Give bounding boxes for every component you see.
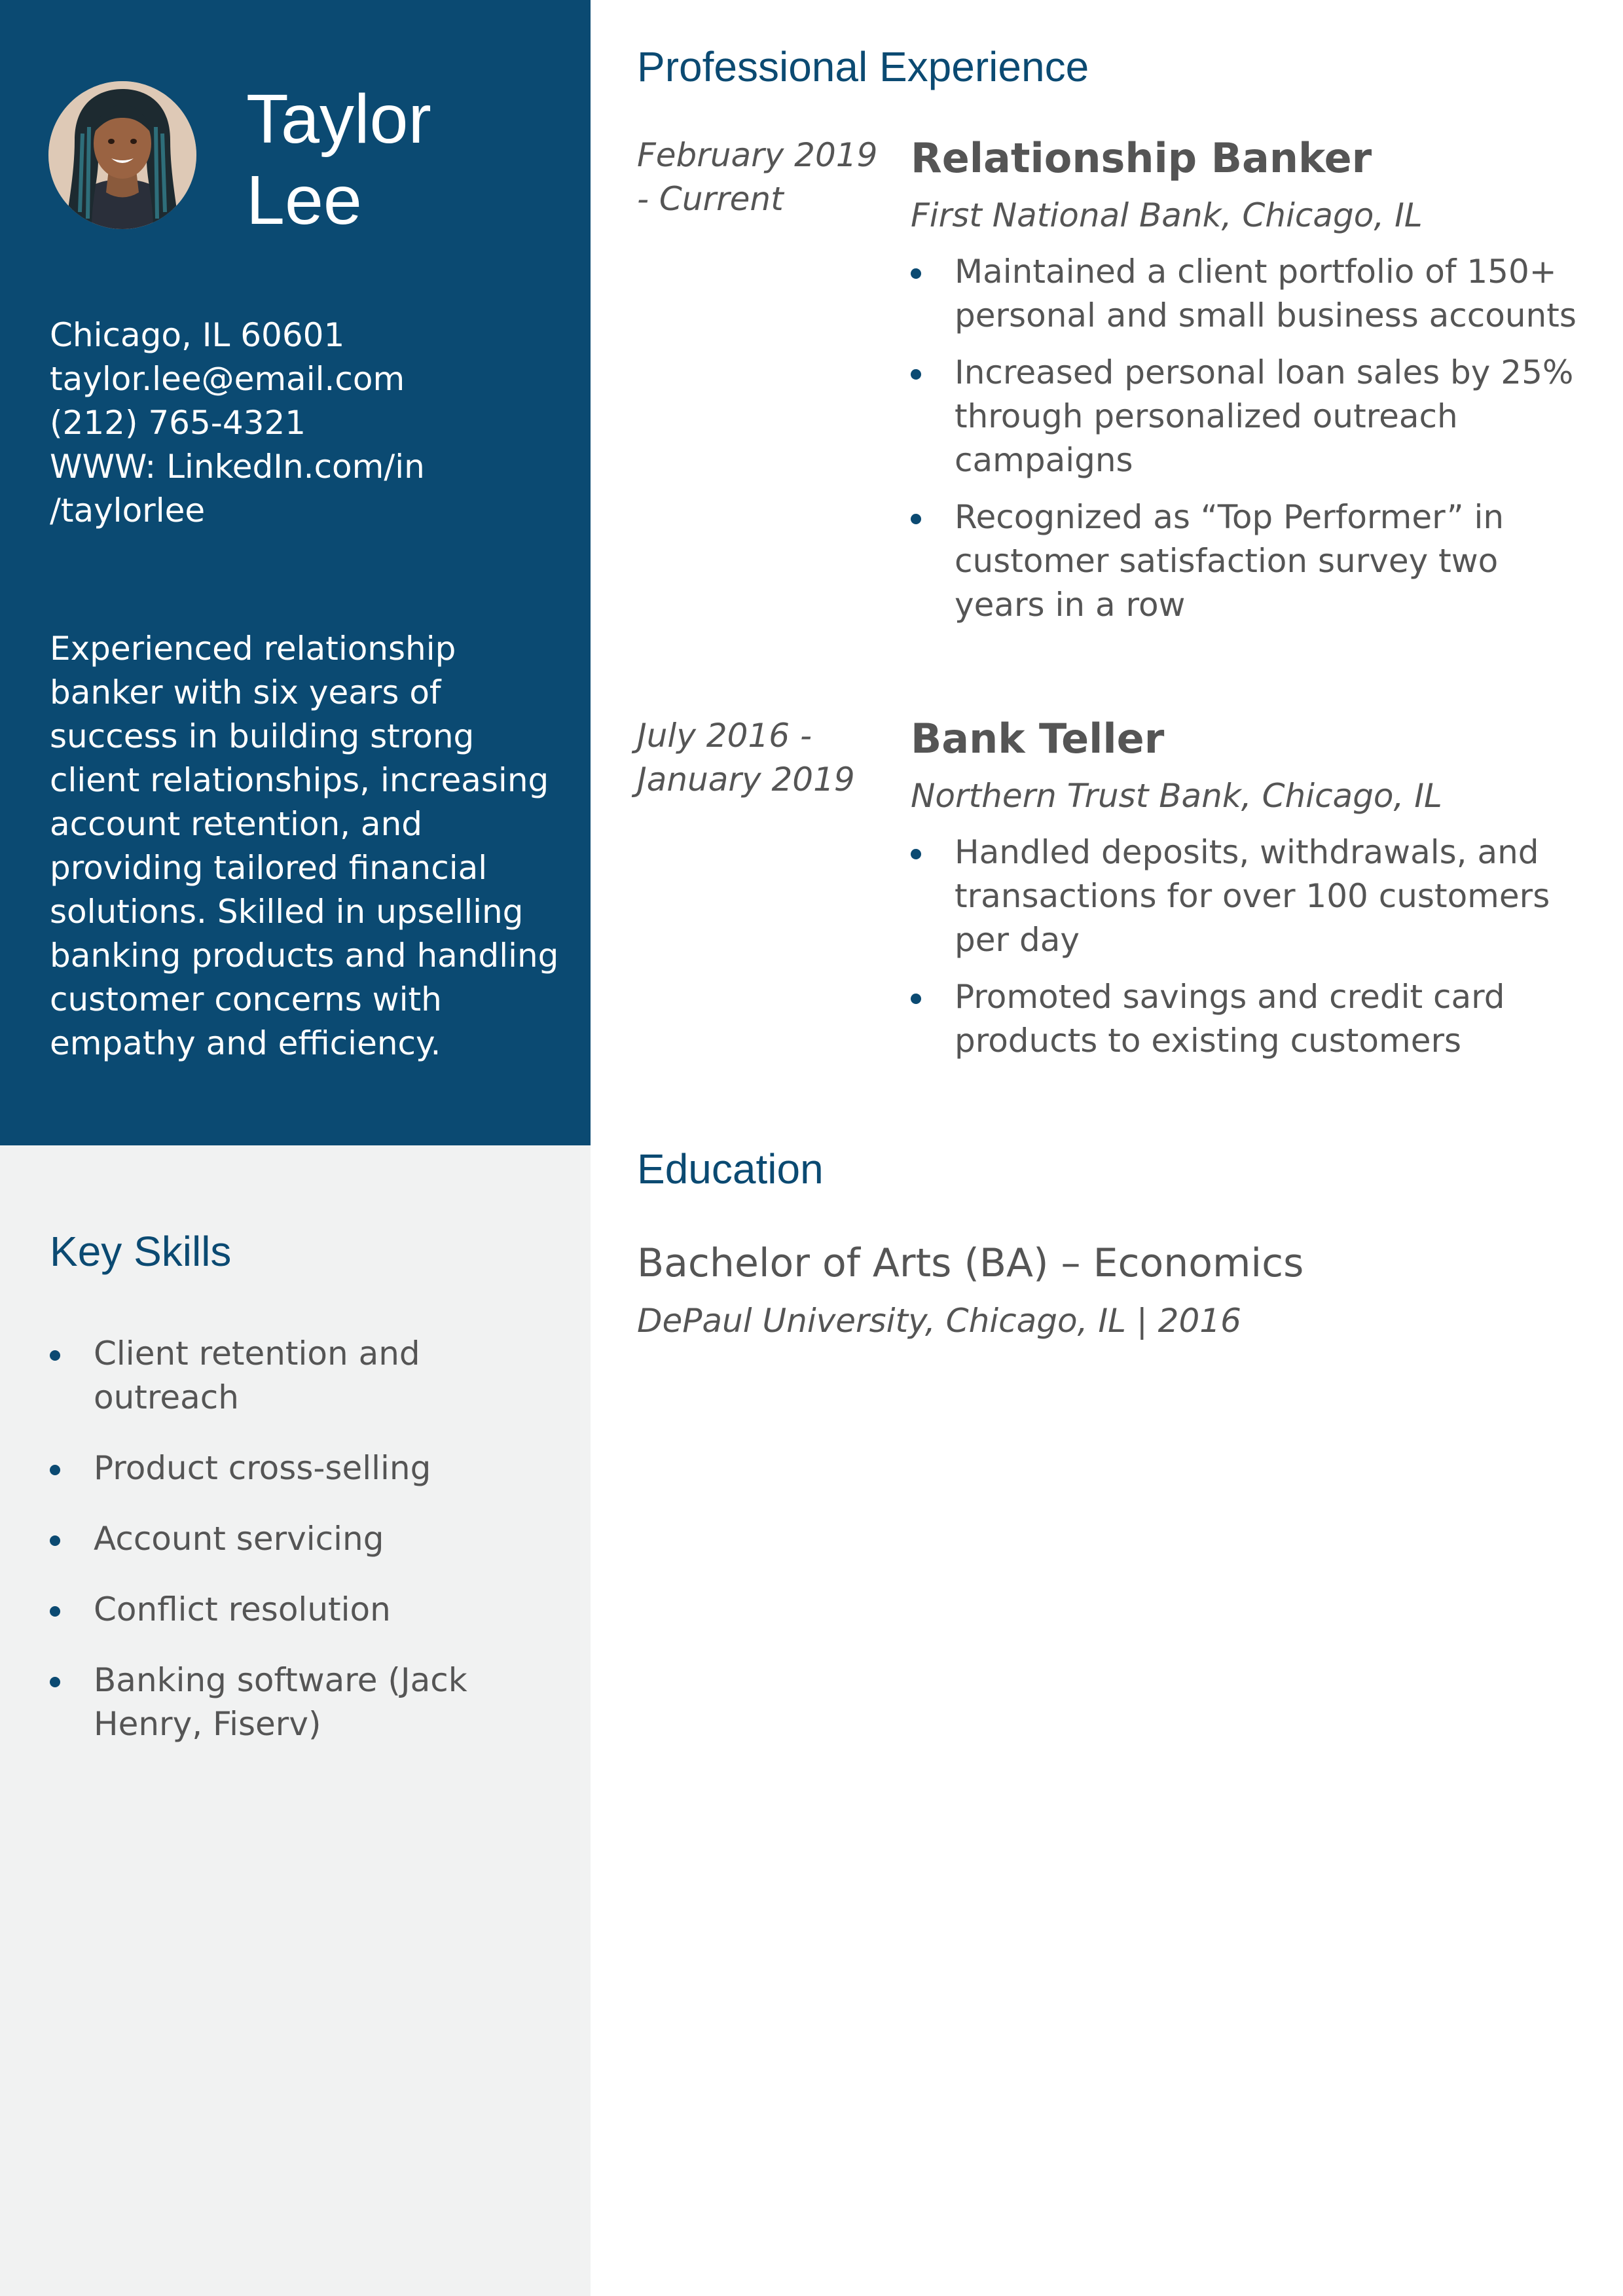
website-line-2[interactable]: /taylorlee	[50, 492, 206, 529]
first-name: Taylor	[246, 81, 431, 158]
job-bullet	[911, 831, 1578, 962]
job-bullet	[911, 250, 1578, 338]
skills-heading: Key Skills	[50, 1228, 232, 1275]
contact-info	[50, 314, 567, 533]
bullet-icon	[911, 994, 921, 1004]
phone[interactable]: (212) 765-4321	[50, 404, 306, 442]
job-company: First National Bank, Chicago, IL	[911, 196, 1423, 234]
skill-text: Banking software (Jack Henry, Fiserv)	[94, 1661, 467, 1743]
bullet-icon	[911, 849, 921, 859]
address: Chicago, IL 60601	[50, 316, 345, 354]
skills-list	[50, 1332, 547, 1773]
skill-text: Account servicing	[94, 1520, 384, 1558]
skill-text: Conflict resolution	[94, 1590, 391, 1628]
job-bullet-text: Maintained a client portfolio of 150+ personal and small business accounts	[955, 253, 1577, 334]
job-bullet	[911, 351, 1578, 482]
degree: Bachelor of Arts (BA) – Economics	[637, 1240, 1304, 1286]
skill-item	[50, 1332, 547, 1420]
skill-text: Product cross-selling	[94, 1449, 431, 1487]
experience-heading: Professional Experience	[637, 43, 1089, 90]
last-name: Lee	[246, 162, 362, 239]
bullet-icon	[50, 1677, 60, 1687]
profile-summary: Experienced relationship banker with six years of success in building strong client relationships, increasing account retention, and providing tailored financial solutions. Skilled in upselling banking products and handling customer concerns with empathy and efficiency.	[50, 630, 559, 1062]
school: DePaul University, Chicago, IL | 2016	[637, 1302, 1241, 1340]
job-dates: February 2019 - Current	[637, 136, 878, 218]
bullet-icon	[50, 1350, 60, 1361]
job-title: Relationship Banker	[911, 134, 1372, 182]
education-heading: Education	[637, 1145, 824, 1193]
bullet-icon	[50, 1465, 60, 1475]
bullet-icon	[911, 369, 921, 380]
job-bullet	[911, 495, 1578, 627]
job-bullets	[911, 831, 1578, 1076]
job-bullets	[911, 250, 1578, 640]
bullet-icon	[50, 1606, 60, 1617]
job-bullet-text: Promoted savings and credit card products to existing customers	[955, 978, 1505, 1060]
job-bullet-text: Recognized as “Top Performer” in customer satisfaction survey two years in a row	[955, 498, 1504, 624]
skill-item	[50, 1446, 547, 1490]
person-photo-icon	[48, 81, 196, 229]
email[interactable]: taylor.lee@email.com	[50, 360, 405, 398]
job-bullet-text: Handled deposits, withdrawals, and transactions for over 100 customers per day	[955, 833, 1550, 959]
skill-text: Client retention and outreach	[94, 1335, 420, 1416]
skill-item	[50, 1517, 547, 1561]
bullet-icon	[911, 514, 921, 524]
job-dates: July 2016 - January 2019	[637, 717, 855, 798]
job-bullet-text: Increased personal loan sales by 25% through personalized outreach campaigns	[955, 353, 1574, 479]
job-company: Northern Trust Bank, Chicago, IL	[911, 777, 1442, 815]
candidate-name	[246, 79, 574, 241]
website-line-1[interactable]: WWW: LinkedIn.com/in	[50, 448, 425, 486]
skill-item	[50, 1588, 547, 1632]
job-bullet	[911, 975, 1578, 1063]
skill-item	[50, 1659, 547, 1746]
job-title: Bank Teller	[911, 715, 1165, 762]
bullet-icon	[911, 268, 921, 279]
bullet-icon	[50, 1535, 60, 1546]
